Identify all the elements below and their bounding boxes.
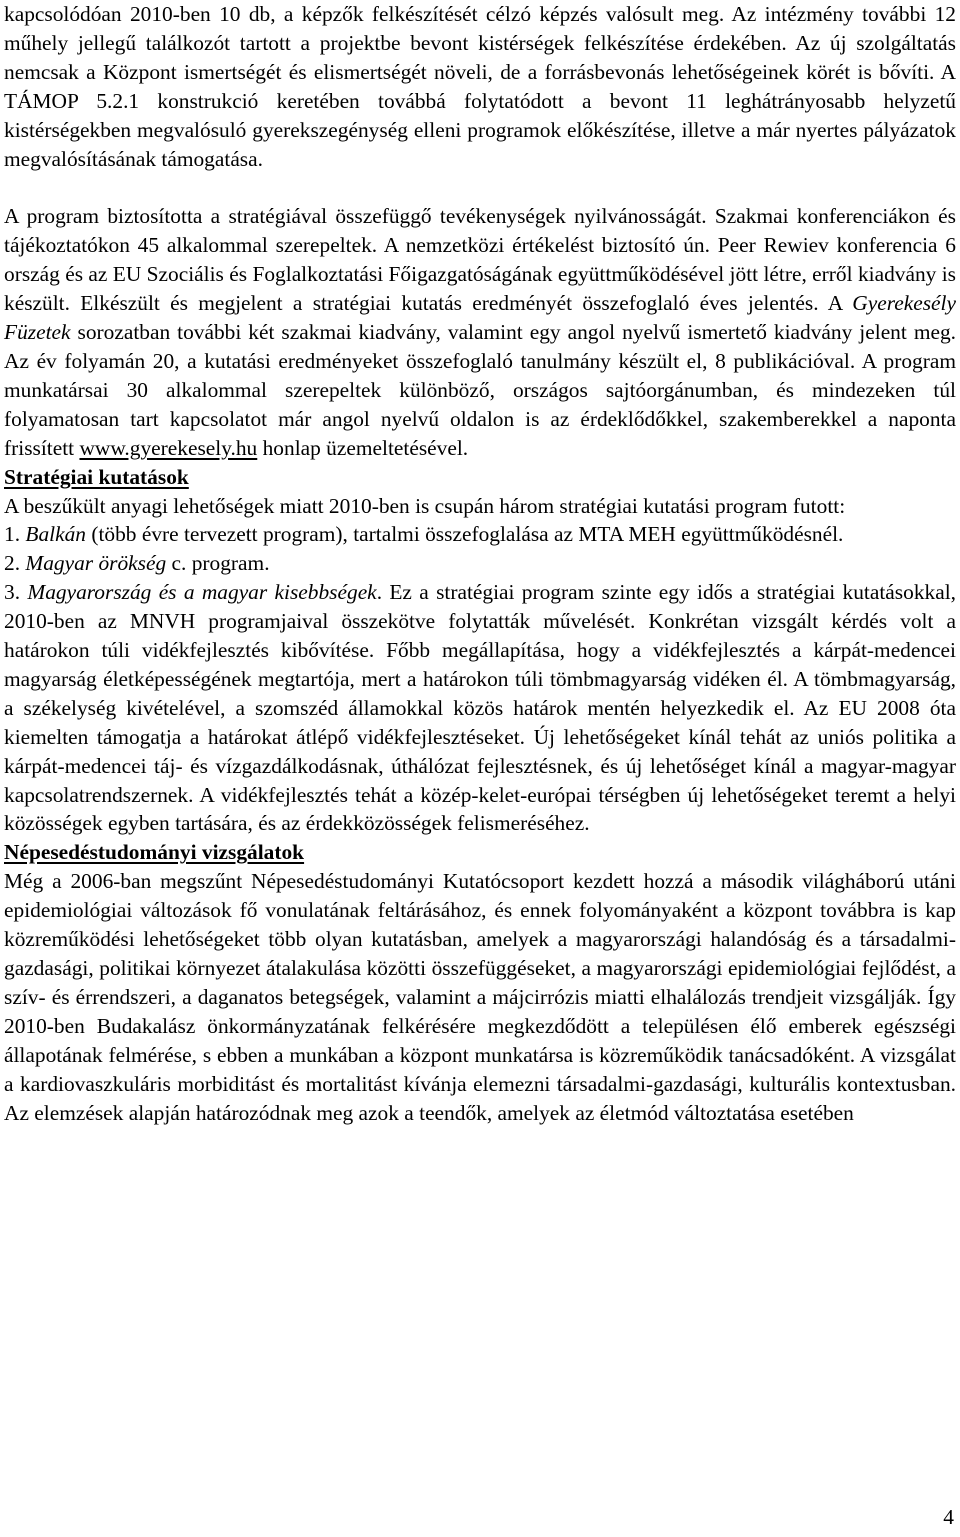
list-item-text: (több évre tervezett program), tartalmi összefoglalása az MTA MEH együttműködésnél. (85, 522, 844, 547)
document-page (4, 0, 956, 1127)
population-paragraph: Még a 2006-ban megszűnt Népesedéstudományi Kutatócsoport kezdett hozzá a második világháború utáni epidemiológiai változások fő vonulatának feltárásához, és ennek folyományaként a központ továbbra is kap közreműködési lehetőségeket több olyan kutatásban, amelyek a magyarországi halandóság és a társadalmi-gazdasági, politikai környezet átalakulása közötti összefüggéseket, a magyarországi epidemiológiai fejlődést, a szív- és érrendszeri, a daganatos betegségek, valamint a májcirrózis miatti elhalálozás trendjeit vizsgálják. Így 2010-ben Budakalász önkormányzatának felkérésére megkezdődött a településen élő emberek egészségi állapotának felmérése, s ebben a munkában a központ munkatársa is közreműködik tanácsadóként. A vizsgálat a kardiovaszkuláris morbiditást és mortalitást kívánja elemezni társadalmi-gazdasági, kulturális kontextusban. Az elemzések alapján határozódnak meg azok a teendők, amelyek az életmód változtatása esetében (4, 869, 956, 1125)
strategic-intro: A beszűkült anyagi lehetőségek miatt 2010-ben is csupán három stratégiai kutatási program futott: (4, 493, 846, 518)
list-item-title: Balkán (25, 522, 86, 547)
list-item (4, 520, 956, 549)
series-title: Gyerekesély Füzetek (4, 291, 956, 345)
program-paragraph (4, 202, 956, 462)
website-link[interactable]: www.gyerekesely.hu (79, 435, 258, 460)
list-item (4, 578, 956, 838)
intro-paragraph: kapcsolódóan 2010-ben 10 db, a képzők felkészítését célzó képzés valósult meg. Az intézmény további 12 műhely jellegű találkozót tartott a projektbe bevont kistérségek felkészítése érdekében. Az új szolgáltatás nemcsak a Központ ismertségét és elismertségét növeli, de a forrásbevonás lehetőségeinek körét is bővíti. A TÁMOP 5.2.1 konstrukció keretében továbbá folytatódott a bevont 11 leghátrányosabb helyzetű kistérségekben megvalósuló gyerekszegénység elleni programok előkészítése, illetve a már nyertes pályázatok megvalósításának támogatása. (4, 2, 956, 171)
list-item-number: 2. (4, 551, 26, 576)
list-item-text: c. program. (166, 551, 270, 576)
list-item-text: . Ez a stratégiai program szinte egy idős a stratégiai kutatásokkal, 2010-ben az MNVH programjaival összekötve folytatták művelését. Konkrétan vizsgált kérdés volt a határokon túli vidékfejlesztés kibővítése. Főbb megállapítása, hogy a vidékfejlesztés a kárpát-medencei magyarság életképességének megtartója, mert a határokon túli tömbmagyarság vidéken él. A tömbmagyarság, a székelység kivételével, a szomszéd államokkal közös határok mentén helyezkedik el. Az EU 2008 óta kiemelten támogatja a határokat átlépő vidékfejlesztéseket. Új lehetőségeket kínál tehát az uniós politika a kárpát-medencei táj- és vízgazdálkodásnak, úthálózat fejlesztésnek, és új lehetőséget kínál a magyar-magyar kapcsolatrendszernek. A vidékfejlesztés tehát a közép-kelet-európai térségben új lehetőségeket teremt a helyi közösségek egyben tartására, és az érdekközösségek felismeréséhez. (4, 580, 956, 836)
strategic-research-heading: Stratégiai kutatások (4, 464, 189, 489)
list-item-number: 3. (4, 580, 28, 605)
program-text-a: A program biztosította a stratégiával összefüggő tevékenységek nyilvánosságát. Szakmai konferenciákon és tájékoztatókon 45 alkalommal szerepeltek. A nemzetközi értékelést biztosító ún. Peer Rewiev konferencia 6 ország és az EU Szociális és Foglalkoztatási Főigazgatóságának együttműködésével jött létre, erről kiadvány is készült. Elkészült és megjelent a stratégiai kutatás eredményét összefoglaló éves jelentés. A (4, 204, 956, 316)
list-item (4, 549, 956, 578)
list-item-title: Magyarország és a magyar kisebbségek (27, 580, 377, 605)
program-text-c: honlap üzemeltetésével. (257, 435, 469, 460)
program-text-b: sorozatban további két szakmai kiadvány, valamint egy angol nyelvű ismertető kiadvány jelent meg. Az év folyamán 20, a kutatási eredményeket összefoglaló tanulmány készült el, 8 publikációval. A program munkatársai 30 alkalommal szerepeltek különböző, országos sajtóorgánumban, és mindezeken túl folyamatosan tart kapcsolatot már angol nyelvű oldalon is az érdeklődőkkel, szakemberekkel a naponta frissített (4, 320, 956, 460)
list-item-title: Magyar örökség (25, 551, 167, 576)
list-item-number: 1. (4, 522, 26, 547)
page-number: 4 (943, 1505, 954, 1529)
population-research-heading: Népesedéstudományi vizsgálatok (4, 840, 305, 865)
